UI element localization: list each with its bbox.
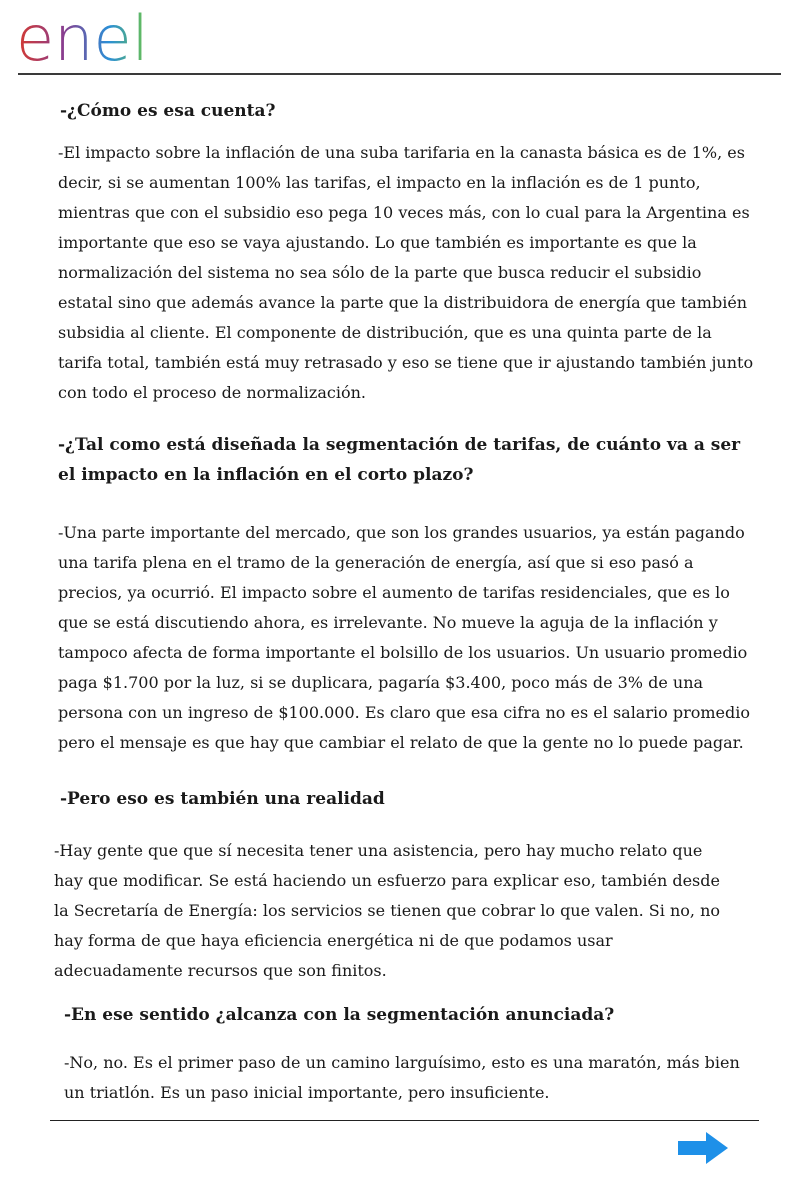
arrow-right-icon[interactable] [676,1130,730,1166]
svg-text:enel: enel [16,8,149,68]
question-2: -¿Tal como está diseñada la segmentación de tarifas, de cuánto va a ser el impacto en la inflación en el corto plazo? [58,435,741,485]
answer-4: -No, no. Es el primer paso de un camino larguísimo, esto es una maratón, más bien un triatlón. Es un paso inicial importante, pero insuficiente. [64,1053,740,1102]
question-4: -En ese sentido ¿alcanza con la segmentación anunciada? [64,1005,615,1025]
footer-divider [50,1120,759,1121]
answer-2: -Una parte importante del mercado, que son los grandes usuarios, ya están pagando una tarifa plena en el tramo de la generación de energía, así que si eso pasó a precios, ya ocurrió. El impacto sobre el aumento de tarifas residenciales, que es lo que se está discutiendo ahora, es irrelevante. No mueve la aguja de la inflación y tampoco afecta de forma importante el bolsillo de los usuarios. Un usuario promedio paga $1.700 por la luz, si se duplicara, pagaría $3.400, poco más de 3% de una persona con un ingreso de $100.000. Es claro que esa cifra no es el salario promedio pero el mensaje es que hay que cambiar el relato de que la gente no lo puede pagar. [58,523,750,752]
answer-3: -Hay gente que que sí necesita tener una asistencia, pero hay mucho relato que hay que modificar. Se está haciendo un esfuerzo para explicar eso, también desde la Secretaría de Energía: los servicios se tienen que cobrar lo que valen. Si no, no hay forma de que haya eficiencia energética ni de que podamos usar adecuadamente recursos que son finitos. [54,841,721,980]
answer-1: -El impacto sobre la inflación de una suba tarifaria en la canasta básica es de 1%, es decir, si se aumentan 100% las tarifas, el impacto en la inflación es de 1 punto, mientras que con el subsidio eso pega 10 veces más, con lo cual para la Argentina es importante que eso se vaya ajustando. Lo que también es importante es que la normalización del sistema no sea sólo de la parte que busca reducir el subsidio estatal sino que además avance la parte que la distribuidora de energía que también subsidia al cliente. El componente de distribución, que es una quinta parte de la tarifa total, también está muy retrasado y eso se tiene que ir ajustando también junto con todo el proceso de normalización. [58,143,754,402]
header-divider [18,73,781,75]
enel-logo [16,8,172,68]
question-3: -Pero eso es también una realidad [60,789,385,809]
question-1: -¿Cómo es esa cuenta? [60,101,276,121]
